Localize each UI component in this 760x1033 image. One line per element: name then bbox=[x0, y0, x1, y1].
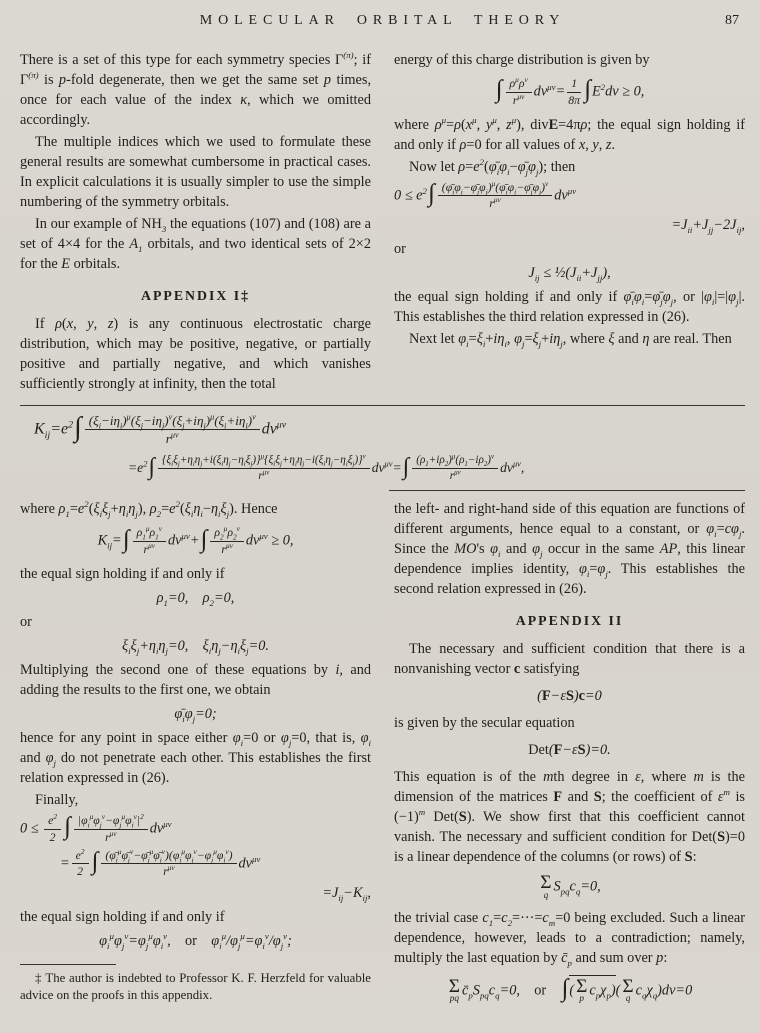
page-number: 87 bbox=[725, 13, 739, 28]
display-equation: 0 ≤ $\frac{e^2}{2}$ ∫ $|\varphi_i^\mu\varphi_j^\nu-\varphi_j^\mu\varphi_i^\nu|^2$ $r^{\mu\nu}$ $dv^{\mu\nu}$ bbox=[20, 813, 172, 844]
appendix-1-heading: APPENDIX I‡ bbox=[141, 288, 250, 303]
left-column-top bbox=[20, 48, 371, 396]
horizontal-rule-top bbox=[20, 405, 745, 406]
running-title: MOLECULAR ORBITAL THEORY bbox=[199, 13, 566, 28]
paragraph: Finally, bbox=[35, 791, 79, 808]
paragraph: hence for any point in space either $\varphi_i=0$ or $\varphi_j=0$, that is, $\varphi_i$ and $\varphi_j$ do not penetrate each other. This establishes the first relation expressed in (26). bbox=[20, 729, 372, 786]
display-equation: Det(F−εS)=0. bbox=[528, 742, 611, 759]
paragraph: the left- and right-hand side of this equation are functions of different arguments, hence equal to a constant, or $\varphi_i=c\varphi_j$. Since the MO's $\varphi_i$ and $\varphi_j$ occur in the same AP, this linear dependence implies identity, $\varphi_i=\varphi_j$. This establishes the second relation expressed in (26). bbox=[394, 501, 745, 598]
display-equation: $\xi_i\xi_j+\eta_i\eta_j=0$, $\xi_i\eta_j-\eta_i\xi_j=0$. bbox=[122, 637, 269, 656]
paragraph: the equal sign holding if and only if $\varphī_i\varphi_i=\varphī_j\varphi_j$, or $|\varphi_i|=|\varphi_j|$. This establishes the third relation expressed in (26). bbox=[394, 289, 745, 326]
appendix-2-heading: APPENDIX II bbox=[515, 613, 624, 629]
display-equation: = $\frac{e^2}{2}$ ∫ $(\varphī_i^\mu\varphī_j^\nu-\varphī_j^\mu\varphī_i^\nu)(\varphi_i^\mu\varphi_j^\nu-\varphi_j^\mu\varphi_i^\nu)$ $r^{\mu\nu}$ $dv^{\mu\nu}$ bbox=[60, 847, 261, 879]
paragraph: Next let $\varphi_i=\xi_i+i\eta_i$, $\varphi_j=\xi_j+i\eta_j$, where ξ and η are real. Then bbox=[409, 331, 732, 350]
paragraph: The multiple indices which we used to formulate these general results are somewhat cumbersome in practical cases. In explicit calculations it is usually simpler to use the simple numbering of the symmetry orbitals. bbox=[20, 134, 371, 210]
paragraph: If ρ(x, y, z) is any continuous electrostatic charge distribution, which may be positive, negative, or partially positive and partially negative, and which vanishes sufficiently strongly at infinity, then the total bbox=[20, 316, 371, 392]
footnote: ‡ The author is indebted to Professor K. F. Herzfeld for valuable advice on the proofs in this appendix. bbox=[20, 971, 371, 1002]
display-equation: $=J_{ii}+J_{jj}-2J_{ij}$, bbox=[671, 217, 745, 236]
paragraph: energy of this charge distribution is given by bbox=[394, 52, 650, 68]
display-equation: $0 \le e^2\int$ $(\varphī_i\varphi_i-\varphī_j\varphi_j)^\mu(\varphī_i\varphi_i-\varphī_j\varphi_j)^\nu$ $r^{\mu\nu}$ $dv^{\mu\nu}$ bbox=[394, 179, 577, 211]
paragraph: In our example of $NH_3$ the equations (107) and (108) are a set of 4×4 for the $A_1$ orbitals, and two identical sets of 2×2 for the E orbitals. bbox=[20, 216, 372, 272]
display-equation: $=J_{ij}-K_{ij}$, bbox=[322, 885, 371, 904]
display-equation: $K_{ij}=\int$ $\rho_1^\mu\rho_1^\nu$ $r^{\mu\nu}$ $dv^{\mu\nu}+\int$ $\rho_2^\mu\rho_2^\nu$ $r^{\mu\nu}$ $dv^{\mu\nu} \ge 0$, bbox=[97, 525, 294, 557]
display-equation: Σ q $S_{pq}c_q=0$, bbox=[540, 872, 601, 901]
paragraph: Now let $\rho=e^2(\varphī_i\varphi_i-\varphī_j\varphi_j)$; then bbox=[409, 156, 576, 177]
paragraph: or bbox=[20, 613, 32, 630]
page-header bbox=[20, 13, 745, 35]
paragraph: This equation is of the mth degree in ε, where m is the dimension of the matrices F and S; the coefficient of $\varepsilon^m$ is $(-1)^m$ Det(S). We show first that this coefficient cannot vanish. The necessary and sufficient condition for Det(S)=0 is a linear dependence of the columns (or rows) of S: bbox=[394, 769, 745, 866]
top-columns bbox=[20, 48, 745, 396]
paragraph: or bbox=[394, 241, 406, 258]
paragraph: Multiplying the second one of these equations by i, and adding the results to the first one, we obtain bbox=[20, 661, 372, 698]
display-equation: $\varphi_i^\mu\varphi_j^\nu=\varphi_j^\mu\varphi_i^\nu$, or $\varphi_i^\mu/\varphi_j^\mu=\varphi_i^\nu/\varphi_j^\nu$; bbox=[99, 931, 292, 952]
display-equation: $J_{ij}$ ≤ $\frac{1}{2}(J_{ii}+J_{jj})$, bbox=[528, 265, 611, 284]
paragraph: There is a set of this type for each symmetry species $\Gamma^{(\pi)}$; if $\Gamma^{(\pi)}$ is p-fold degenerate, then we get the same set p times, once for each value of the index κ, which we omitted accordingly. bbox=[20, 50, 372, 128]
display-equation: $\varphī_i\varphi_j=0$; bbox=[174, 705, 217, 724]
paragraph: the equal sign holding if and only if bbox=[20, 909, 225, 926]
display-equation: ∫ $\rho^\mu\rho^\nu$ $r^{\mu\nu}$ $dv^{\mu\nu}=$ $\frac{1}{8\pi}$ $\int E^2dv \ge 0$, bbox=[495, 76, 645, 107]
right-column-top bbox=[394, 48, 745, 351]
paragraph: where $\rho_1=e^2(\xi_i\xi_j+\eta_i\eta_j)$, $\rho_2=e^2(\xi_i\eta_i-\eta_i\xi_j)$. Hence bbox=[20, 499, 278, 520]
display-equation: $K_{ij}=e^2\int$ $(\xi_i-i\eta_i)^\mu(\xi_j-i\eta_j)^\nu(\xi_j+i\eta_j)^\mu(\xi_i+i\eta_i)^\nu$ $r^{\mu\nu}$ $dv^{\mu\nu}$ bbox=[34, 411, 287, 447]
right-column-bottom bbox=[394, 497, 745, 1011]
footnote-rule bbox=[20, 964, 116, 965]
display-equation-block bbox=[20, 413, 745, 483]
display-equation: Σ pq $c̄_pS_{pq}c_q=0$, or ∫( Σ p $c_p\chi_p$)( Σ q $c_q\chi_q)dv=0$ bbox=[448, 975, 693, 1005]
left-column-bottom bbox=[20, 497, 371, 1003]
paragraph: is given by the secular equation bbox=[394, 715, 575, 732]
display-equation: $\rho_1=0$, $\rho_2=0$, bbox=[156, 589, 235, 608]
paragraph: the equal sign holding if and only if bbox=[20, 565, 225, 582]
horizontal-rule-right bbox=[389, 490, 745, 491]
paragraph: the trivial case $c_1=c_2=\cdot\cdot\cdot=c_m=0$ being excluded. Such a linear dependence, however, leads to a contradiction; namely, multiply the last equation by $c̄_p$ and sum over p: bbox=[394, 909, 745, 968]
paragraph: where $\rho^\mu=\rho(x^\mu$, $y^\mu$, $z^\mu$), divE=4πρ; the equal sign holding if and only if ρ=0 for all values of x, y, z. bbox=[394, 114, 746, 153]
display-equation: (F−εS)c=0 bbox=[537, 688, 602, 705]
paragraph: The necessary and sufficient condition that there is a nonvanishing vector c satisfying bbox=[394, 641, 745, 678]
display-equation: $=e^2\int$ $\{\xi_i\xi_j+\eta_i\eta_j+i(\xi_i\eta_j-\eta_i\xi_j)\}^\mu\{\xi_i\xi_j+\eta_i\eta_j-i(\xi_i\eta_j-\eta_i\xi_j)\}^\nu$ $r^{\mu\nu}$ $dv^{\mu\nu}=\int$ $(\rho_1+i\rho_2)^\mu(\rho_1-i\rho_2)^\nu$ $r^{\mu\nu}$ $dv^{\mu\nu}$, bbox=[128, 453, 525, 483]
bottom-columns bbox=[20, 497, 745, 1011]
